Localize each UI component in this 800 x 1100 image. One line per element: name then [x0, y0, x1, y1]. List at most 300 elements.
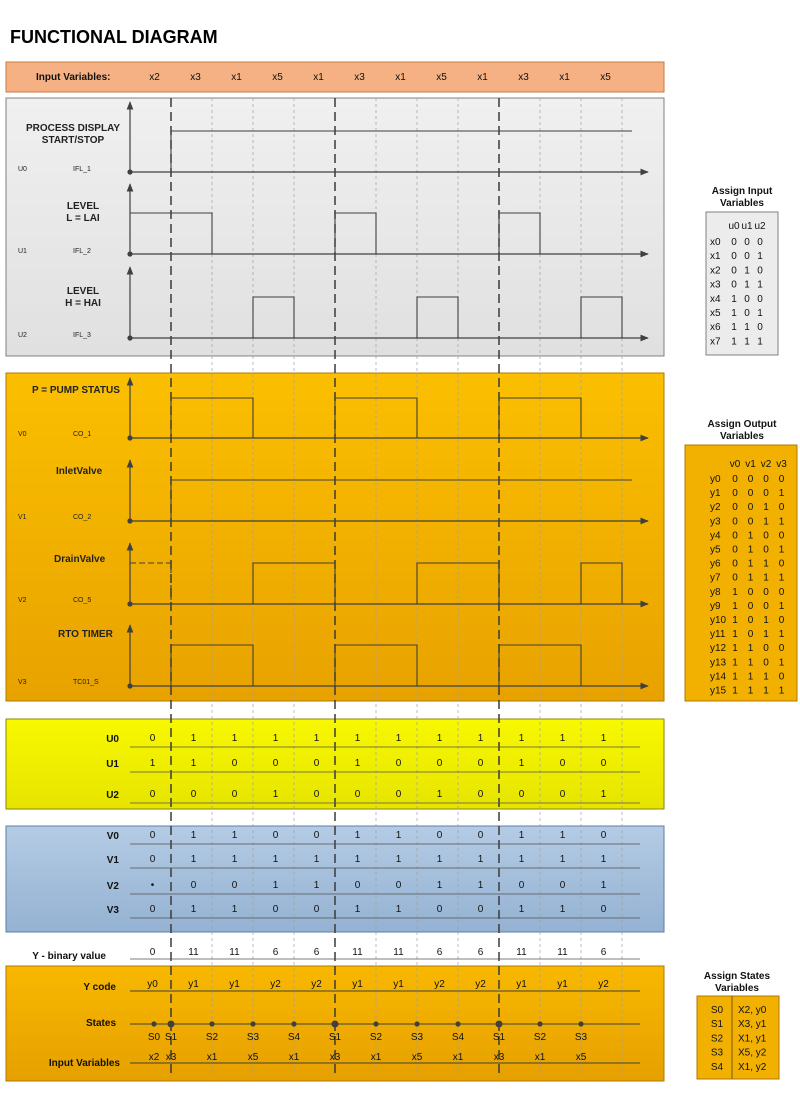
- v-table-cell: 1: [272, 880, 279, 891]
- state-label: S1: [164, 1032, 178, 1043]
- v-table-cell: 0: [559, 880, 566, 891]
- assign-input-bit: 1: [757, 251, 763, 263]
- v-table-cell: 0: [149, 830, 156, 841]
- assign-output-bit: 1: [732, 615, 738, 626]
- assign-output-bit: 0: [778, 671, 785, 683]
- assign-output-bit: 0: [763, 474, 769, 485]
- output-v2-origin: [127, 601, 132, 606]
- state-input-label: x3: [165, 1052, 177, 1063]
- assign-output-header: v3: [776, 459, 787, 470]
- y-binary-label: Y - binary value: [32, 951, 106, 962]
- assign-output-name: y7: [710, 572, 721, 584]
- input-u0-signal-name: IFL_1: [73, 166, 91, 173]
- input-variables-label: Input Variables:: [36, 72, 111, 83]
- v-table-cell: 0: [477, 904, 484, 915]
- u-table-cell: 1: [518, 758, 525, 769]
- input-u0-title: START/STOP: [41, 135, 105, 146]
- assign-input-bit: 1: [731, 336, 737, 348]
- output-v0-origin: [127, 435, 132, 440]
- v-table-cell: 1: [559, 904, 566, 915]
- input-u1-title: L = LAI: [66, 213, 100, 224]
- u-table-cell: 0: [149, 733, 156, 744]
- assign-output-bit: 1: [763, 558, 769, 570]
- assign-output-bit: 0: [778, 558, 785, 570]
- assign-output-bit: 0: [732, 530, 738, 542]
- v-table-cell: 1: [272, 854, 279, 865]
- input-variable-value: x5: [272, 72, 283, 83]
- assign-output-bit: 0: [763, 657, 769, 669]
- v-table-cell: 1: [436, 854, 443, 865]
- u-table-cell: 1: [477, 733, 484, 744]
- v-table-cell: 1: [190, 904, 197, 915]
- assign-output-bit: 1: [747, 558, 754, 570]
- assign-input-title: Assign Input: [711, 186, 773, 197]
- u-table-cell: 1: [600, 789, 607, 800]
- u-table-cell: 1: [272, 733, 279, 744]
- y-binary-cell: 6: [477, 947, 484, 958]
- assign-output-name: y4: [710, 530, 721, 542]
- assign-output-bit: 1: [747, 530, 754, 542]
- output-v2-variable: V2: [18, 597, 27, 604]
- assign-input-bit: 1: [744, 279, 750, 291]
- v-table-row-label: V2: [106, 881, 119, 892]
- assign-output-title: Variables: [720, 431, 764, 442]
- v-table-cell: 1: [600, 854, 607, 865]
- assign-output-bit: 1: [778, 657, 785, 669]
- v-table-cell: 1: [231, 854, 238, 865]
- v-table-cell: 0: [272, 830, 279, 841]
- assign-input-name: x2: [710, 265, 721, 277]
- v-table-cell: 0: [395, 880, 402, 891]
- state-label: S1: [492, 1032, 506, 1043]
- assign-input-bit: 1: [757, 336, 763, 348]
- state-node: [455, 1021, 460, 1026]
- assign-output-name: y1: [710, 488, 721, 500]
- u-table-cell: 0: [231, 758, 238, 769]
- assign-input-bit: 0: [731, 265, 737, 277]
- v-table-cell: 0: [149, 904, 156, 915]
- y-binary-cell: 11: [393, 947, 404, 958]
- v-table-cell: 1: [518, 830, 525, 841]
- output-v0-variable: V0: [18, 431, 27, 438]
- assign-output-bit: 1: [778, 572, 785, 584]
- assign-output-header: v2: [760, 459, 772, 470]
- assign-input-name: x1: [710, 251, 721, 263]
- v-table-cell: 1: [231, 904, 238, 915]
- v-table-cell: 1: [313, 854, 320, 865]
- assign-output-bit: 0: [778, 474, 785, 485]
- assign-input-bit: 0: [744, 293, 750, 305]
- state-input-label: x5: [575, 1052, 587, 1063]
- assign-input-name: x0: [710, 237, 721, 248]
- assign-output-bit: 0: [778, 502, 785, 514]
- y-binary-cell: 11: [229, 947, 240, 958]
- output-v1-origin: [127, 518, 132, 523]
- y-code-cell: y2: [475, 979, 486, 990]
- assign-output-title: Assign Output: [707, 419, 777, 430]
- v-table-cell: 0: [149, 854, 156, 865]
- input-variable-value: x1: [477, 72, 488, 83]
- state-label: S2: [205, 1032, 219, 1043]
- assign-output-bit: 0: [732, 516, 738, 528]
- assign-output-bit: 0: [732, 502, 738, 514]
- assign-output-name: y9: [710, 600, 721, 612]
- y-binary-cell: 6: [600, 947, 607, 958]
- assign-output-bit: 1: [778, 685, 785, 697]
- u-table-cell: 1: [559, 733, 566, 744]
- state-label: S0: [147, 1032, 161, 1043]
- assign-output-header: v1: [745, 459, 756, 470]
- input-variable-value: x2: [149, 72, 160, 83]
- v-table-cell: 1: [395, 854, 402, 865]
- assign-output-bit: 1: [778, 544, 785, 556]
- assign-input-header: u2: [754, 221, 766, 232]
- input-variable-value: x3: [190, 72, 201, 83]
- assign-output-bit: 0: [778, 615, 785, 626]
- u-table-cell: 1: [272, 789, 279, 800]
- state-node: [373, 1021, 378, 1026]
- v-table-cell: 1: [395, 904, 402, 915]
- u-table-cell: 0: [600, 758, 607, 769]
- assign-output-bit: 1: [763, 685, 769, 697]
- v-table-cell: 1: [354, 904, 361, 915]
- v-table-cell: 1: [477, 854, 484, 865]
- input-u2-signal-name: IFL_3: [73, 332, 91, 339]
- assign-input-bit: 0: [757, 293, 763, 305]
- assign-output-bit: 1: [778, 516, 785, 528]
- y-binary-cell: 6: [313, 947, 320, 958]
- assign-output-bit: 0: [732, 488, 738, 500]
- state-label: S2: [533, 1032, 547, 1043]
- assign-output-bit: 1: [778, 629, 785, 641]
- state-input-label: x1: [288, 1052, 300, 1063]
- assign-input-name: x5: [710, 308, 721, 319]
- u-table-cell: 1: [149, 758, 156, 769]
- state-label: S3: [246, 1032, 260, 1043]
- assign-states-name: S0: [710, 1005, 724, 1016]
- v-table-cell: 1: [354, 830, 361, 841]
- assign-output-name: y2: [710, 502, 721, 514]
- assign-input-name: x6: [710, 322, 721, 334]
- assign-output-bit: 1: [732, 629, 738, 641]
- assign-input-bit: 0: [731, 237, 737, 248]
- assign-output-name: y12: [710, 643, 727, 655]
- u-table-cell: 1: [600, 733, 607, 744]
- state-label: S1: [328, 1032, 342, 1043]
- output-v3-origin: [127, 683, 132, 688]
- u-table-cell: 0: [313, 758, 320, 769]
- assign-output-bit: 0: [747, 474, 754, 485]
- input-u0-origin: [127, 169, 132, 174]
- input-variable-value: x3: [518, 72, 529, 83]
- state-input-label: x1: [452, 1052, 464, 1063]
- assign-input-bit: 0: [744, 237, 750, 248]
- assign-output-bit: 1: [763, 502, 769, 514]
- y-code-cell: y1: [557, 979, 568, 990]
- assign-output-bit: 0: [747, 600, 754, 612]
- u-table-row-label: U2: [106, 790, 119, 801]
- assign-states-title: Assign States: [703, 971, 771, 982]
- y-binary-cell: 6: [272, 947, 279, 958]
- assign-output-name: y6: [710, 558, 721, 570]
- assign-output-bit: 1: [747, 643, 754, 655]
- v-table-cell: 1: [354, 854, 361, 865]
- u-table-cell: 0: [518, 789, 525, 800]
- u-table-cell: 0: [190, 789, 197, 800]
- assign-output-bit: 0: [763, 488, 769, 500]
- v-table-row-label: V3: [106, 905, 119, 916]
- u-table-cell: 0: [395, 758, 402, 769]
- assign-output-bit: 1: [778, 600, 785, 612]
- assign-input-bit: 0: [757, 322, 763, 334]
- state-node: [250, 1021, 255, 1026]
- u-table-cell: 1: [313, 733, 320, 744]
- assign-input-name: x3: [710, 279, 721, 291]
- input-u2-title: H = HAI: [65, 298, 101, 309]
- u-table-cell: 0: [354, 789, 361, 800]
- v-table-cell: 0: [354, 880, 361, 891]
- output-v2-signal-name: CO_5: [73, 597, 92, 604]
- v-table-cell: 0: [272, 904, 279, 915]
- u-table-cell: 0: [149, 789, 156, 800]
- input-u1-signal-name: IFL_2: [73, 248, 91, 255]
- state-node: [332, 1021, 339, 1028]
- assign-states-value: X3, y1: [738, 1019, 767, 1031]
- y-code-cell: y1: [188, 979, 199, 990]
- output-v2-title: DrainValve: [54, 554, 106, 565]
- v-table-cell: 0: [313, 830, 320, 841]
- y-code-label: Y code: [83, 982, 116, 993]
- assign-output-bit: 1: [732, 586, 738, 598]
- state-input-label: x2: [148, 1052, 160, 1063]
- y-binary-cell: 11: [516, 947, 527, 958]
- assign-output-bit: 0: [763, 586, 769, 598]
- u-table-row-label: U0: [106, 734, 119, 745]
- input-variable-value: x1: [231, 72, 242, 83]
- u-table-row-label: U1: [106, 759, 119, 770]
- output-v3-variable: V3: [18, 679, 27, 686]
- input-u2-origin: [127, 335, 132, 340]
- input-u0-variable: U0: [18, 166, 27, 173]
- assign-output-bit: 1: [763, 572, 769, 584]
- assign-output-bit: 1: [747, 657, 754, 669]
- state-label: S3: [574, 1032, 588, 1043]
- assign-input-bit: 1: [744, 336, 750, 348]
- states-label: States: [85, 1018, 116, 1029]
- y-code-cell: y1: [229, 979, 240, 990]
- assign-output-name: y5: [710, 544, 721, 556]
- v-table-cell: 1: [559, 830, 566, 841]
- input-u0-title: PROCESS DISPLAY: [25, 123, 121, 134]
- u-table-cell: 0: [231, 789, 238, 800]
- v-table-cell: 0: [518, 880, 525, 891]
- state-node: [578, 1021, 583, 1026]
- v-table-cell: 1: [313, 880, 320, 891]
- state-input-label: x5: [247, 1052, 259, 1063]
- input-variable-value: x5: [600, 72, 611, 83]
- assign-output-name: y0: [710, 474, 721, 485]
- assign-input-bit: 1: [731, 293, 737, 305]
- assign-input-bit: 0: [757, 265, 763, 277]
- input-u1-title: LEVEL: [66, 201, 100, 212]
- assign-input-bit: 0: [757, 237, 763, 248]
- state-input-label: x1: [534, 1052, 546, 1063]
- assign-input-bit: 0: [744, 251, 750, 263]
- y-code-cell: y0: [147, 979, 158, 990]
- state-node: [537, 1021, 542, 1026]
- output-v0-signal-name: CO_1: [73, 431, 92, 438]
- u-table-cell: 1: [354, 733, 361, 744]
- output-v3-signal-name: TC01_S: [73, 679, 99, 686]
- v-table-cell: 1: [477, 880, 484, 891]
- assign-output-header: v0: [729, 459, 741, 470]
- state-input-label: x5: [411, 1052, 423, 1063]
- y-binary-cell: 11: [352, 947, 363, 958]
- y-code-cell: y1: [393, 979, 404, 990]
- assign-output-bit: 1: [763, 629, 769, 641]
- state-input-label: x3: [493, 1052, 505, 1063]
- assign-output-bit: 1: [763, 516, 769, 528]
- u-table-cell: 1: [518, 733, 525, 744]
- y-code-cell: y2: [434, 979, 445, 990]
- assign-input-bit: 1: [757, 308, 763, 319]
- output-v0-title: P = PUMP STATUS: [32, 385, 120, 396]
- y-binary-cell: 0: [149, 947, 156, 958]
- assign-input-title: Variables: [720, 198, 764, 209]
- input-variable-value: x1: [395, 72, 406, 83]
- u-table-cell: 1: [395, 733, 402, 744]
- u-table-cell: 1: [190, 733, 197, 744]
- state-node: [151, 1021, 156, 1026]
- assign-states-value: X2, y0: [738, 1005, 767, 1016]
- assign-output-bit: 0: [732, 544, 738, 556]
- assign-input-bit: 1: [757, 279, 763, 291]
- y-code-cell: y1: [516, 979, 527, 990]
- v-table-cell: 1: [559, 854, 566, 865]
- assign-input-bit: 0: [731, 279, 737, 291]
- v-table-row-label: V1: [106, 855, 119, 866]
- u-table-cell: 1: [436, 789, 443, 800]
- assign-states-name: S4: [710, 1061, 724, 1073]
- assign-input-bit: 1: [731, 308, 737, 319]
- input-u1-variable: U1: [18, 248, 27, 255]
- assign-output-bit: 0: [747, 516, 754, 528]
- assign-states-value: X5, y2: [738, 1047, 767, 1059]
- u-table-cell: 1: [354, 758, 361, 769]
- assign-output-name: y14: [710, 671, 727, 683]
- y-code-cell: y2: [311, 979, 322, 990]
- assign-input-header: u1: [741, 221, 753, 232]
- assign-output-bit: 0: [732, 558, 738, 570]
- v-table-cell: 0: [313, 904, 320, 915]
- input-u2-title: LEVEL: [66, 286, 100, 297]
- assign-output-bit: 0: [763, 600, 769, 612]
- v-table-cell: 1: [436, 880, 443, 891]
- u-table-cell: 0: [272, 758, 279, 769]
- output-v1-signal-name: CO_2: [73, 514, 92, 521]
- y-binary-cell: 11: [188, 947, 199, 958]
- state-input-label: x3: [329, 1052, 341, 1063]
- assign-output-bit: 1: [732, 671, 738, 683]
- assign-states-name: S1: [710, 1019, 724, 1031]
- input-variable-value: x1: [559, 72, 570, 83]
- assign-output-name: y11: [710, 629, 726, 641]
- assign-output-bit: 1: [732, 643, 738, 655]
- assign-output-bit: 0: [763, 544, 769, 556]
- y-binary-cell: 6: [436, 947, 443, 958]
- v-table-row-label: V0: [106, 831, 119, 842]
- output-v1-variable: V1: [18, 514, 27, 521]
- assign-input-bit: 0: [731, 251, 737, 263]
- assign-states-value: X1, y1: [738, 1033, 767, 1045]
- v-table-cell: 1: [190, 854, 197, 865]
- assign-output-bit: 1: [763, 671, 769, 683]
- assign-output-bit: 0: [747, 629, 754, 641]
- assign-output-bit: 0: [732, 572, 738, 584]
- v-table-cell: 1: [231, 830, 238, 841]
- state-node: [414, 1021, 419, 1026]
- state-input-label: x1: [370, 1052, 382, 1063]
- u-table-cell: 0: [395, 789, 402, 800]
- assign-output-name: y10: [710, 615, 727, 626]
- assign-input-name: x7: [710, 336, 721, 348]
- state-node: [291, 1021, 296, 1026]
- assign-output-bit: 1: [732, 600, 738, 612]
- input-u1-origin: [127, 251, 132, 256]
- u-table-cell: 0: [313, 789, 320, 800]
- v-table-cell: •: [150, 880, 155, 891]
- state-label: S3: [410, 1032, 424, 1043]
- assign-input-bit: 1: [744, 265, 750, 277]
- state-input-label: x1: [206, 1052, 218, 1063]
- v-table-cell: 1: [600, 880, 607, 891]
- u-table-cell: 0: [477, 789, 484, 800]
- assign-output-bit: 0: [763, 643, 769, 655]
- assign-output-bit: 0: [778, 530, 785, 542]
- y-code-cell: y2: [270, 979, 281, 990]
- output-v3-title: RTO TIMER: [58, 629, 113, 640]
- state-label: S4: [287, 1032, 301, 1043]
- assign-input-header: u0: [728, 221, 740, 232]
- assign-states-name: S3: [710, 1047, 724, 1059]
- assign-output-bit: 1: [747, 572, 754, 584]
- input-u2-variable: U2: [18, 332, 27, 339]
- state-node: [209, 1021, 214, 1026]
- u-table-cell: 1: [436, 733, 443, 744]
- v-table-cell: 0: [190, 880, 197, 891]
- assign-output-bit: 0: [747, 615, 754, 626]
- assign-output-name: y8: [710, 586, 721, 598]
- u-table-cell: 0: [559, 758, 566, 769]
- u-table-cell: 1: [190, 758, 197, 769]
- assign-states-value: X1, y2: [738, 1061, 767, 1073]
- y-binary-cell: 11: [557, 947, 568, 958]
- v-table-cell: 1: [190, 830, 197, 841]
- assign-output-bit: 0: [747, 488, 754, 500]
- assign-output-name: y3: [710, 516, 721, 528]
- state-label: S4: [451, 1032, 465, 1043]
- state-node: [496, 1021, 503, 1028]
- assign-output-bit: 0: [747, 586, 754, 598]
- v-table-cell: 0: [436, 830, 443, 841]
- u-table-cell: 1: [231, 733, 238, 744]
- assign-input-bit: 1: [731, 322, 737, 334]
- assign-input-name: x4: [710, 293, 721, 305]
- v-table-cell: 0: [436, 904, 443, 915]
- input-variable-value: x3: [354, 72, 365, 83]
- input-variable-value: x1: [313, 72, 324, 83]
- assign-states-name: S2: [710, 1033, 724, 1045]
